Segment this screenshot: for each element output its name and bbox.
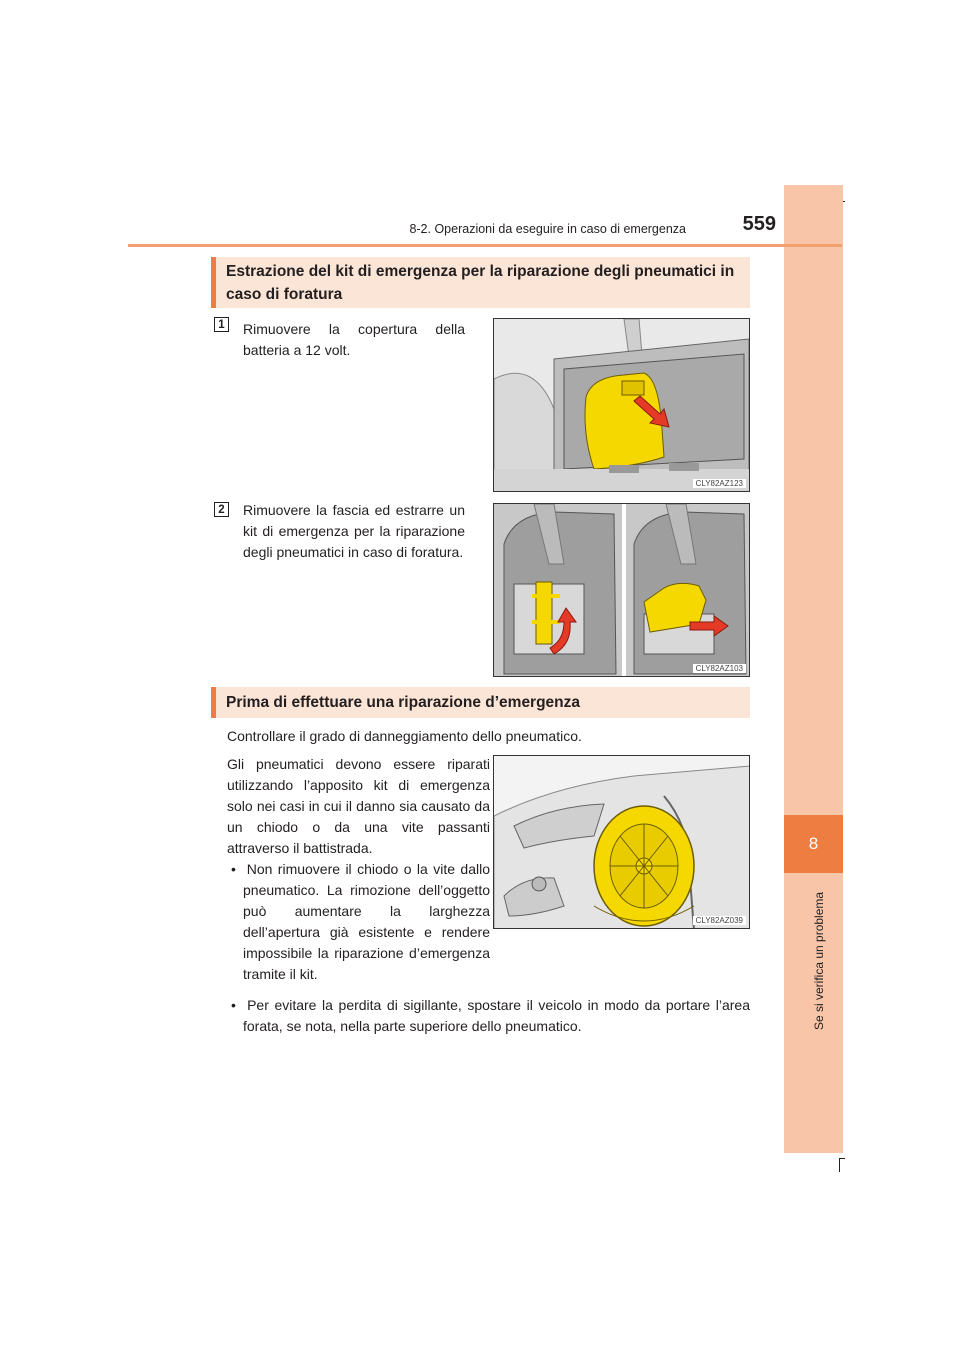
crop-mark-bottom [839, 1158, 840, 1172]
chapter-number: 8 [784, 815, 843, 873]
step-number: 1 [214, 317, 229, 332]
car-tire-illustration [494, 756, 750, 929]
trunk-kit-illustration [494, 504, 750, 677]
bullet-marker: • [231, 861, 236, 877]
bullet-marker: • [231, 997, 236, 1013]
intro-text: Controllare il grado di danneggiamento dello pneumatico. [227, 728, 582, 744]
trunk-battery-cover-figure [493, 318, 750, 492]
figure-code: CLY82AZ123 [693, 479, 746, 488]
section-heading: Prima di effettuare una riparazione d’emergenza [211, 687, 750, 718]
step-text: Rimuovere la fascia ed estrarre un kit di emergenza per la riparazione degli pneumatici in caso di foratura. [243, 502, 465, 560]
chapter-title-label: Se si verifica un problema [812, 891, 826, 1030]
bullet-text: Non rimuovere il chiodo o la vite dallo pneumatico. La rimozione dell’oggetto può aumentare la larghezza dell’apertura già esistente e rendere impossibile la riparazione d’emergenza tramite il kit. [243, 861, 490, 982]
header-rule [128, 244, 842, 247]
paragraph-text: Gli pneumatici devono essere riparati utilizzando l’apposito kit di emergenza solo nei casi in cui il danno sia causato da un chiodo o da una vite passanti attraverso il battistrada. [227, 756, 490, 856]
running-header: 8-2. Operazioni da eseguire in caso di emergenza [409, 222, 686, 236]
step-text: Rimuovere la copertura della batteria a 12 volt. [243, 321, 465, 358]
figure-code: CLY82AZ039 [693, 916, 746, 925]
section-heading: Estrazione del kit di emergenza per la riparazione degli pneumatici in caso di foratura [211, 257, 750, 308]
bullet-item [227, 995, 750, 1037]
punctured-tire-figure [493, 755, 750, 929]
bullet-text: Per evitare la perdita di sigillante, spostare il veicolo in modo da portare l’area forata, se nota, nella parte superiore dello pneumatico. [243, 997, 751, 1034]
crop-mark-bottom [839, 1158, 845, 1159]
figure-code: CLY82AZ103 [693, 664, 746, 673]
step-number: 2 [214, 502, 229, 517]
emergency-kit-removal-figure [493, 503, 750, 677]
chapter-title [790, 891, 826, 1053]
trunk-illustration [494, 319, 750, 492]
page-number: 559 [742, 213, 776, 235]
bullet-item [227, 859, 490, 985]
